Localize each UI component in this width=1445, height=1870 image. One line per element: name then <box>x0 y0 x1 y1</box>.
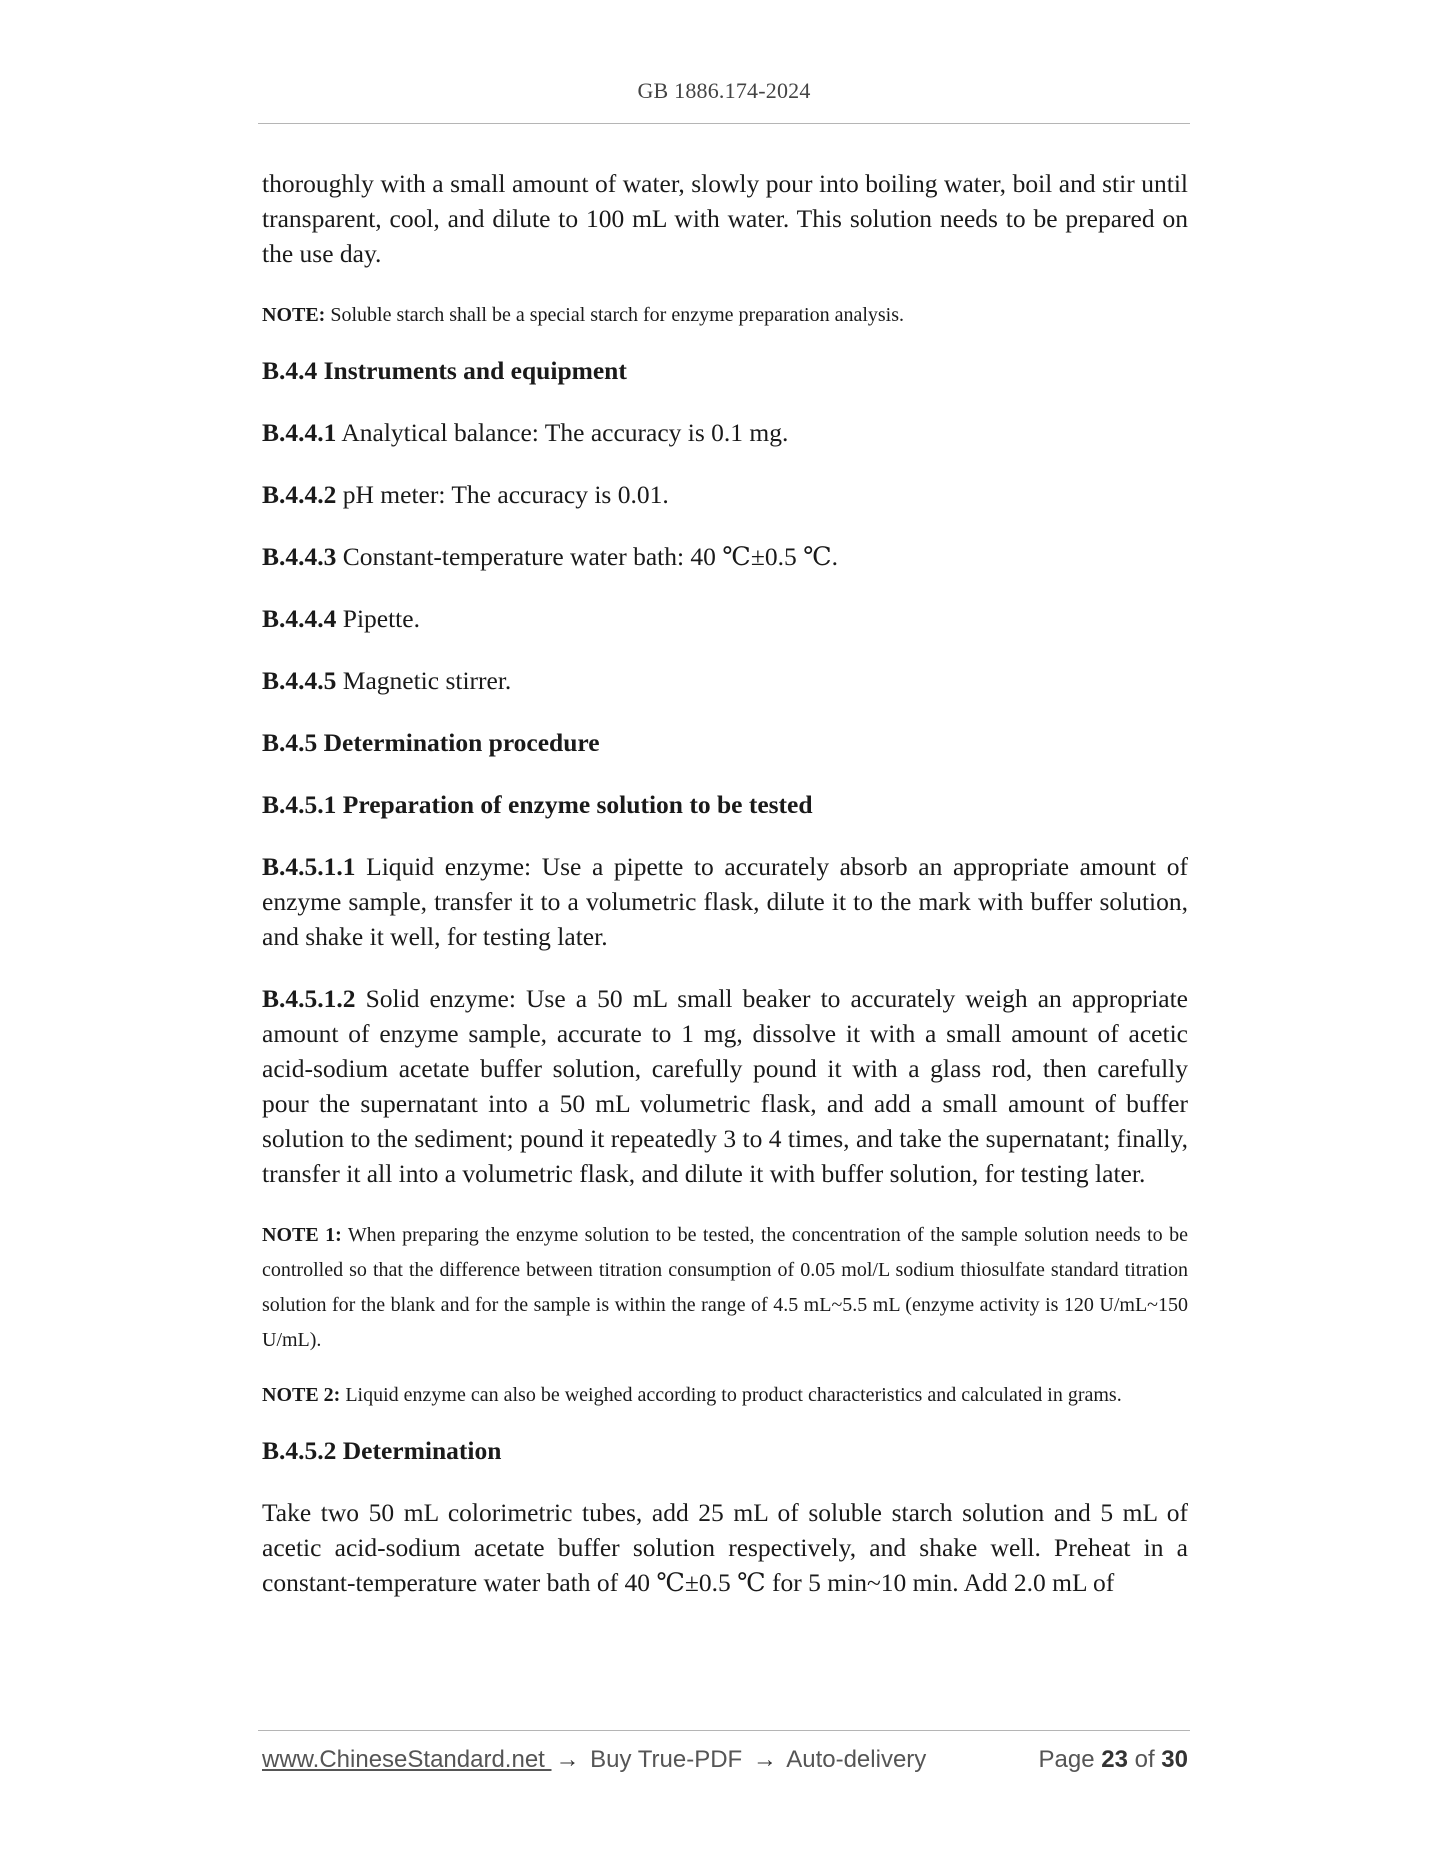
clause-number: B.4.5.1.2 <box>262 984 356 1013</box>
item-text: Pipette. <box>336 604 420 633</box>
note-label: NOTE 1: <box>262 1224 342 1246</box>
note-1 <box>262 1218 1188 1358</box>
chinesestandard-link[interactable]: www.ChineseStandard.net <box>262 1746 552 1773</box>
item-b443 <box>262 539 1188 574</box>
note-text: When preparing the enzyme solution to be tested, the concentration of the sample solution needs to be controlled so that the difference between titration consumption of 0.05 mol/L sodium thiosulfate standard titration solution for the blank and for the sample is within the range of 4.5 mL~5.5 mL (enzyme activity is 120 U/mL~150 U/mL). <box>262 1224 1189 1351</box>
clause-text: Solid enzyme: Use a 50 mL small beaker to accurately weigh an appropriate amount of enzyme sample, accurate to 1 mg, dissolve it with a small amount of acetic acid-sodium acetate buffer solution, carefully pound it with a glass rod, then carefully pour the supernatant into a 50 mL volumetric flask, and add a small amount of buffer solution to the sediment; pound it repeatedly 3 to 4 times, and take the supernatant; finally, transfer it all into a volumetric flask, and dilute it with buffer solution, for testing later. <box>262 984 1188 1188</box>
item-text: Magnetic stirrer. <box>336 666 512 695</box>
item-number: B.4.4.4 <box>262 604 337 633</box>
of-label: of <box>1134 1746 1155 1773</box>
item-b442 <box>262 477 1188 512</box>
arrow-right-icon: → <box>752 1746 777 1773</box>
item-text: Analytical balance: The accuracy is 0.1 mg. <box>336 418 789 447</box>
item-text: pH meter: The accuracy is 0.01. <box>336 480 669 509</box>
footer-rule <box>258 1730 1190 1731</box>
note-2 <box>262 1378 1188 1413</box>
page-number: 23 <box>1101 1746 1128 1773</box>
item-b441 <box>262 415 1188 450</box>
page-total: 30 <box>1161 1746 1188 1773</box>
page-content <box>262 166 1188 1627</box>
heading-b451: B.4.5.1 Preparation of enzyme solution to be tested <box>262 790 813 819</box>
paragraph-determination: Take two 50 mL colorimetric tubes, add 25 mL of soluble starch solution and 5 mL of acetic acid-sodium acetate buffer solution respectively, and shake well. Preheat in a constant-temperature water bath of 40 ℃±0.5 ℃ for 5 min~10 min. Add 2.0 mL of <box>262 1498 1188 1597</box>
document-header <box>258 78 1190 104</box>
note-soluble-starch <box>262 298 1188 333</box>
note-text: Soluble starch shall be a special starch for enzyme preparation analysis. <box>325 304 905 326</box>
item-number: B.4.4.1 <box>262 418 337 447</box>
heading-b45: B.4.5 Determination procedure <box>262 728 600 757</box>
buy-true-pdf-text: Buy True-PDF <box>583 1746 749 1773</box>
footer-links <box>262 1746 926 1774</box>
heading-b452: B.4.5.2 Determination <box>262 1436 502 1465</box>
note-label: NOTE 2: <box>262 1384 341 1406</box>
note-label: NOTE: <box>262 304 326 326</box>
page-label: Page <box>1038 1746 1095 1773</box>
item-number: B.4.4.5 <box>262 666 337 695</box>
intro-paragraph: thoroughly with a small amount of water, slowly pour into boiling water, boil and stir until transparent, cool, and dilute to 100 mL with water. This solution needs to be prepared on the use day. <box>262 169 1188 268</box>
header-rule <box>258 123 1190 124</box>
paragraph-b4511 <box>262 849 1188 954</box>
paragraph-b4512 <box>262 981 1188 1191</box>
arrow-right-icon: → <box>555 1746 580 1773</box>
clause-number: B.4.5.1.1 <box>262 852 356 881</box>
clause-text: Liquid enzyme: Use a pipette to accurately absorb an appropriate amount of enzyme sample, transfer it to a volumetric flask, dilute it to the mark with buffer solution, and shake it well, for testing later. <box>262 852 1188 951</box>
item-number: B.4.4.3 <box>262 542 337 571</box>
auto-delivery-text: Auto-delivery <box>780 1746 927 1773</box>
item-text: Constant-temperature water bath: 40 ℃±0.5 ℃. <box>336 542 838 571</box>
page-footer <box>262 1746 1188 1780</box>
item-number: B.4.4.2 <box>262 480 337 509</box>
page-indicator <box>1039 1746 1189 1774</box>
heading-b44: B.4.4 Instruments and equipment <box>262 356 627 385</box>
item-b445 <box>262 663 1188 698</box>
item-b444 <box>262 601 1188 636</box>
note-text: Liquid enzyme can also be weighed according to product characteristics and calculated in grams. <box>340 1384 1122 1406</box>
standard-number: GB 1886.174-2024 <box>637 78 811 103</box>
